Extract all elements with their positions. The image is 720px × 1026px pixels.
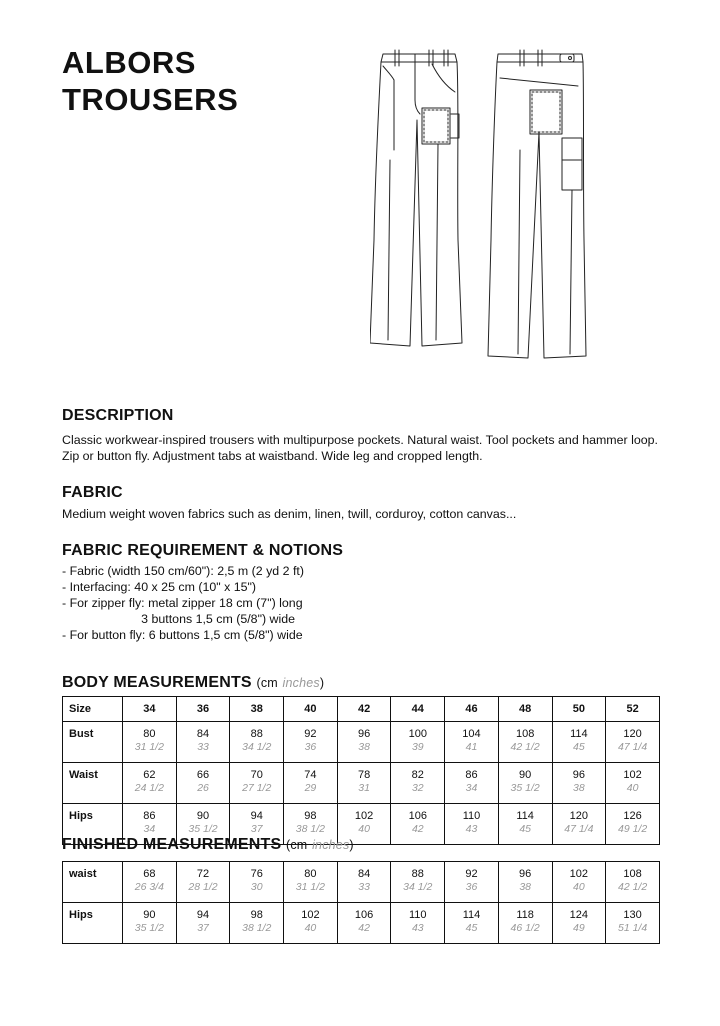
waist-cm-value: 76 <box>250 868 263 880</box>
bust-cm-value: 104 <box>462 728 481 740</box>
title-line-2: TROUSERS <box>62 82 239 117</box>
bust-cm-value: 120 <box>623 728 642 740</box>
body-measurements-title: BODY MEASUREMENTS <box>62 674 252 691</box>
description-heading: DESCRIPTION <box>62 407 174 424</box>
bust-cm-value: 80 <box>143 728 156 740</box>
bust-inch-value: 39 <box>411 741 424 753</box>
waist-cm-value: 84 <box>357 868 371 880</box>
waist-inch-value: 31 <box>358 782 370 794</box>
waist-inch-value: 34 <box>465 782 478 794</box>
finished-measurements-title: FINISHED MEASUREMENTS <box>62 836 282 853</box>
hips-inch-value: 40 <box>304 922 317 934</box>
bust-inch-value: 41 <box>465 741 478 753</box>
waist-inch-value: 34 1/2 <box>403 881 433 893</box>
body-unit-inches: inches <box>282 676 320 690</box>
bust-cell <box>391 722 445 763</box>
waist-cm-value: 86 <box>465 769 478 781</box>
hips-inch-value: 45 <box>519 823 531 835</box>
hips-cm-value: 114 <box>462 909 481 921</box>
hips-cell <box>391 903 445 944</box>
pattern-title <box>62 44 238 118</box>
bust-cell <box>552 722 606 763</box>
bust-inch-value: 33 <box>197 741 209 753</box>
hips-inch-value: 43 <box>411 922 424 934</box>
hips-cm-value: 114 <box>516 810 534 822</box>
hips-cell <box>337 903 391 944</box>
waist-cm-value: 96 <box>519 868 532 880</box>
waist-inch-value: 42 1/2 <box>617 881 648 893</box>
waist-inch-value: 31 1/2 <box>295 881 325 893</box>
bust-inch-value: 31 1/2 <box>134 741 164 753</box>
hips-cell <box>123 903 177 944</box>
waist-row <box>63 862 660 903</box>
hips-inch-value: 51 1/4 <box>617 922 648 934</box>
waist-inch-value: 26 3/4 <box>134 881 164 893</box>
waist-cell <box>391 862 445 903</box>
body-unit-cm: (cm <box>256 676 278 690</box>
waist-cm-value: 70 <box>250 769 263 781</box>
bust-cell <box>445 722 499 763</box>
hips-cell <box>606 903 660 944</box>
bust-cm-value: 96 <box>357 728 371 740</box>
waist-cm-value: 62 <box>143 769 156 781</box>
trousers-technical-drawing <box>370 40 620 370</box>
hips-cell <box>606 804 660 845</box>
hips-inch-value: 46 1/2 <box>510 922 540 934</box>
hips-inch-value: 49 1/2 <box>617 823 648 835</box>
requirement-zipper-fly: - For zipper fly: metal zipper 18 cm (7") long <box>62 596 303 610</box>
waist-cell <box>391 763 445 804</box>
waist-cell <box>230 763 284 804</box>
bust-cm-value: 88 <box>250 728 263 740</box>
bust-label: Bust <box>63 722 123 763</box>
size-34: 34 <box>123 697 177 722</box>
waist-inch-value: 38 <box>573 782 585 794</box>
bust-cell <box>498 722 552 763</box>
hips-cm-value: 110 <box>409 909 427 921</box>
hips-cell <box>552 903 606 944</box>
hips-cm-value: 130 <box>623 909 642 921</box>
waist-inch-value: 40 <box>626 782 639 794</box>
hips-cm-value: 126 <box>623 810 642 822</box>
waist-inch-value: 32 <box>411 782 424 794</box>
size-50: 50 <box>552 697 606 722</box>
finished-unit-inches: inches <box>312 838 350 852</box>
waist-cm-value: 66 <box>196 769 210 781</box>
hips-cm-value: 90 <box>196 810 210 822</box>
hips-cell <box>552 804 606 845</box>
finished-measurements-table <box>62 861 660 944</box>
size-46: 46 <box>445 697 499 722</box>
waist-cm-value: 82 <box>411 769 424 781</box>
hips-inch-value: 37 <box>197 922 209 934</box>
hips-label: Hips <box>63 903 123 944</box>
size-40: 40 <box>284 697 338 722</box>
waist-cell <box>337 763 391 804</box>
size-row <box>63 697 660 722</box>
waist-cell <box>284 862 338 903</box>
hips-inch-value: 45 <box>465 922 478 934</box>
waist-cell <box>552 862 606 903</box>
waist-inch-value: 33 <box>358 881 370 893</box>
size-38: 38 <box>230 697 284 722</box>
bust-cm-value: 108 <box>515 728 535 740</box>
bust-cell <box>337 722 391 763</box>
waist-cm-value: 78 <box>357 769 371 781</box>
waist-inch-value: 38 <box>519 881 531 893</box>
bust-inch-value: 38 <box>358 741 370 753</box>
waist-label: waist <box>63 862 123 903</box>
waist-cm-value: 102 <box>623 769 642 781</box>
waist-cm-value: 96 <box>572 769 585 781</box>
requirement-zipper-buttons: 3 buttons 1,5 cm (5/8") wide <box>62 612 296 626</box>
fabric-text: Medium weight woven fabrics such as denim, linen, twill, corduroy, cotton canvas... <box>62 507 517 521</box>
bust-cm-value: 92 <box>304 728 317 740</box>
bust-cm-value: 84 <box>196 728 210 740</box>
size-44: 44 <box>391 697 445 722</box>
bust-cell <box>123 722 177 763</box>
hips-inch-value: 43 <box>465 823 478 835</box>
waist-cell <box>337 862 391 903</box>
waist-cell <box>284 763 338 804</box>
hips-cell <box>176 903 230 944</box>
hips-inch-value: 42 <box>358 922 370 934</box>
waist-inch-value: 29 <box>304 782 317 794</box>
hips-cm-value: 94 <box>250 810 263 822</box>
waist-inch-value: 36 <box>465 881 478 893</box>
waist-cm-value: 88 <box>411 868 424 880</box>
requirements-list <box>62 563 658 643</box>
fabric-heading: FABRIC <box>62 484 123 501</box>
trousers-back-view <box>488 50 586 358</box>
hips-inch-value: 40 <box>358 823 370 835</box>
waist-inch-value: 28 1/2 <box>188 881 218 893</box>
bust-cell <box>176 722 230 763</box>
size-36: 36 <box>176 697 230 722</box>
hips-cell <box>498 903 552 944</box>
waist-cell <box>123 763 177 804</box>
waist-cm-value: 92 <box>465 868 478 880</box>
hips-cm-value: 102 <box>354 810 374 822</box>
bust-inch-value: 47 1/4 <box>617 741 648 753</box>
size-label: Size <box>63 697 123 722</box>
finished-unit-close: ) <box>349 838 354 852</box>
waist-cell <box>606 763 660 804</box>
waist-inch-value: 27 1/2 <box>242 782 272 794</box>
hips-inch-value: 38 1/2 <box>242 922 272 934</box>
hips-label: Hips <box>63 804 123 845</box>
finished-measurements-heading <box>62 836 354 854</box>
bust-inch-value: 34 1/2 <box>242 741 272 753</box>
hips-cm-value: 124 <box>569 909 589 921</box>
waist-cell <box>176 763 230 804</box>
hips-inch-value: 49 <box>573 922 585 934</box>
waist-cell <box>176 862 230 903</box>
waist-inch-value: 26 <box>197 782 209 794</box>
requirement-button-fly: - For button fly: 6 buttons 1,5 cm (5/8") wide <box>62 628 303 642</box>
hips-cm-value: 120 <box>569 810 589 822</box>
trousers-front-view <box>370 50 462 346</box>
waist-cell <box>230 862 284 903</box>
bust-cell <box>606 722 660 763</box>
bust-cell <box>230 722 284 763</box>
hips-cm-value: 98 <box>304 810 317 822</box>
hips-cm-value: 102 <box>301 909 320 921</box>
waist-cell <box>123 862 177 903</box>
bust-inch-value: 45 <box>573 741 585 753</box>
hips-cm-value: 110 <box>462 810 481 822</box>
waist-cell <box>445 862 499 903</box>
hips-cm-value: 106 <box>354 909 374 921</box>
waist-cm-value: 90 <box>519 769 532 781</box>
bust-inch-value: 36 <box>304 741 317 753</box>
waist-inch-value: 30 <box>250 881 263 893</box>
hips-inch-value: 42 <box>411 823 424 835</box>
requirements-heading: FABRIC REQUIREMENT & NOTIONS <box>62 542 344 559</box>
bust-cell <box>284 722 338 763</box>
waist-cm-value: 108 <box>623 868 642 880</box>
size-42: 42 <box>337 697 391 722</box>
hips-cm-value: 98 <box>250 909 263 921</box>
hips-cell <box>445 903 499 944</box>
waist-inch-value: 40 <box>573 881 585 893</box>
requirement-interfacing: - Interfacing: 40 x 25 cm (10" x 15") <box>62 580 257 594</box>
waist-cell <box>498 763 552 804</box>
waist-cm-value: 74 <box>304 769 317 781</box>
title-line-1: ALBORS <box>62 45 196 80</box>
hips-cell <box>230 903 284 944</box>
hips-inch-value: 47 1/4 <box>564 823 594 835</box>
hips-inch-value: 38 1/2 <box>295 823 325 835</box>
waist-cm-value: 80 <box>304 868 317 880</box>
body-measurements-table <box>62 696 660 845</box>
waist-cm-value: 72 <box>196 868 210 880</box>
size-52: 52 <box>606 697 660 722</box>
bust-row <box>63 722 660 763</box>
hips-cm-value: 86 <box>143 810 156 822</box>
size-48: 48 <box>498 697 552 722</box>
waist-cell <box>606 862 660 903</box>
waist-cell <box>445 763 499 804</box>
hips-cm-value: 106 <box>408 810 427 822</box>
description-text: Classic workwear-inspired trousers with multipurpose pockets. Natural waist. Tool pockets and hammer loop. Zip or button fly. Adjustment tabs at waistband. Wide leg and cropped length. <box>62 433 658 463</box>
body-measurements-heading <box>62 674 324 692</box>
requirement-fabric: - Fabric (width 150 cm/60"): 2,5 m (2 yd 2 ft) <box>62 564 304 578</box>
hips-cm-value: 94 <box>196 909 210 921</box>
hips-cm-value: 118 <box>516 909 534 921</box>
waist-inch-value: 35 1/2 <box>510 782 540 794</box>
hips-cell <box>391 804 445 845</box>
hips-cell <box>498 804 552 845</box>
waist-cell <box>498 862 552 903</box>
waist-cm-value: 68 <box>143 868 156 880</box>
finished-unit-cm: (cm <box>285 838 308 852</box>
waist-label: Waist <box>63 763 123 804</box>
bust-cm-value: 100 <box>408 728 427 740</box>
hips-inch-value: 37 <box>250 823 263 835</box>
hips-row <box>63 903 660 944</box>
bust-inch-value: 42 1/2 <box>510 741 540 753</box>
hips-inch-value: 35 1/2 <box>188 823 218 835</box>
hips-cm-value: 90 <box>143 909 156 921</box>
body-unit-close: ) <box>319 676 325 690</box>
hips-inch-value: 35 1/2 <box>134 922 164 934</box>
waist-cell <box>552 763 606 804</box>
waist-inch-value: 24 1/2 <box>134 782 164 794</box>
bust-cm-value: 114 <box>570 728 588 740</box>
hips-cell <box>284 903 338 944</box>
waist-cm-value: 102 <box>569 868 589 880</box>
waist-row <box>63 763 660 804</box>
hips-inch-value: 34 <box>143 823 156 835</box>
hips-cell <box>445 804 499 845</box>
